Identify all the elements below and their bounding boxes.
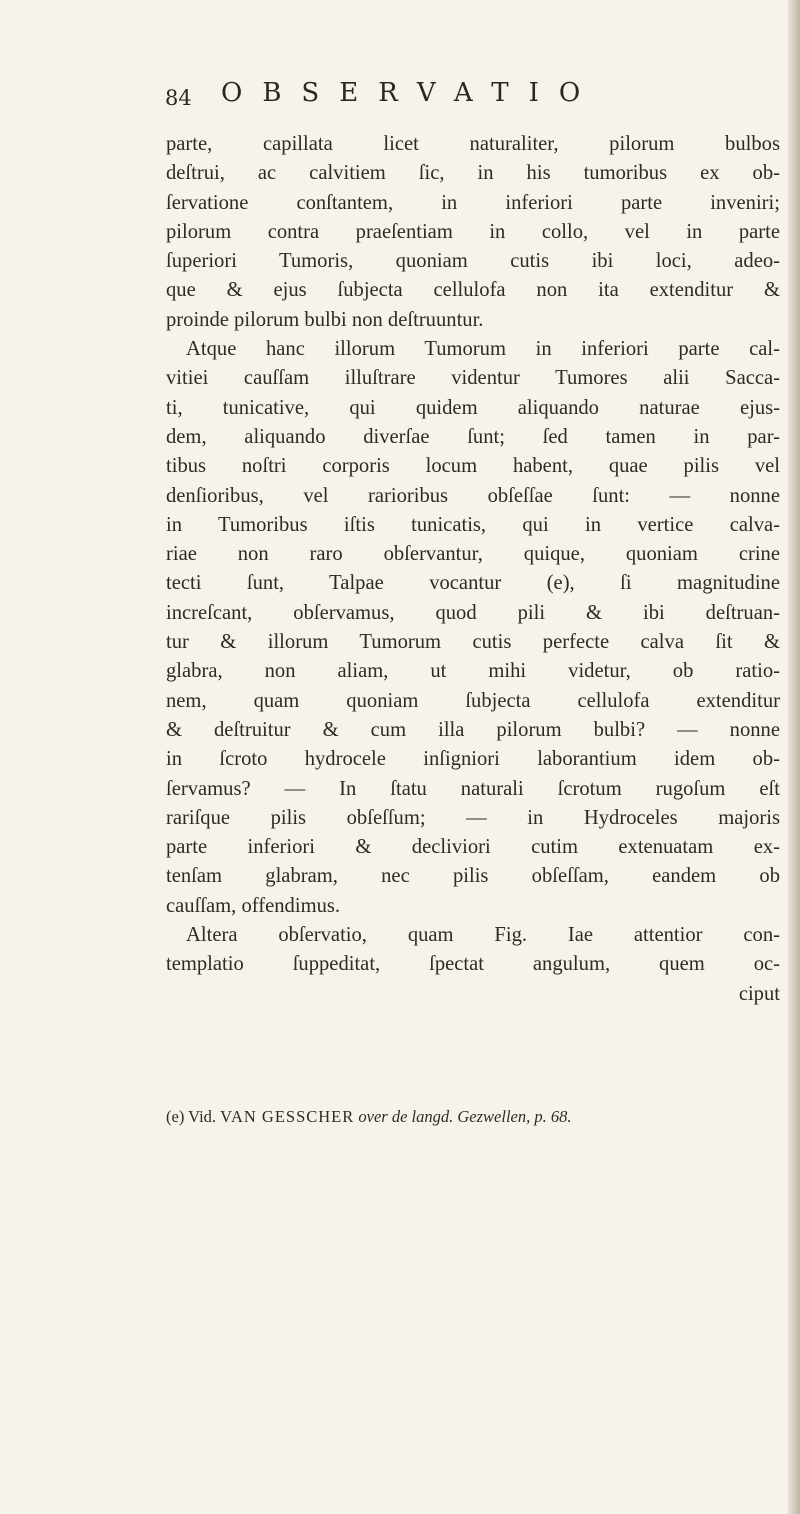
- footnote: [166, 1107, 746, 1127]
- page-edge: [788, 0, 800, 1514]
- page-header: [165, 78, 725, 118]
- text-line: & deſtruitur & cum illa pilorum bulbi? — nonne: [166, 718, 780, 741]
- running-head: OBSERVATIO: [221, 78, 601, 108]
- paragraph-start-line: Atque hanc illorum Tumorum in inferiori parte cal-: [186, 338, 780, 361]
- text-line: ſuperiori Tumoris, quoniam cutis ibi loci, adeo-: [166, 250, 780, 273]
- text-line: dem, aliquando diverſae ſunt; ſed tamen in par-: [166, 425, 780, 448]
- footnote-marker: (e): [166, 1107, 185, 1126]
- text-line: tecti ſunt, Talpae vocantur (e), ſi magnitudine: [166, 572, 780, 595]
- text-line: increſcant, obſervamus, quod pili & ibi deſtruan-: [166, 601, 780, 624]
- footnote-work: over de langd. Gezwellen, p. 68.: [358, 1107, 572, 1126]
- text-line: denſioribus, vel rarioribus obſeſſae ſunt: — nonne: [166, 484, 780, 507]
- footnote-author: VAN GESSCHER: [220, 1107, 355, 1126]
- body-text: [166, 130, 780, 1009]
- text-line: pilorum contra praeſentiam in collo, vel in parte: [166, 220, 780, 243]
- text-line: ſervamus? — In ſtatu naturali ſcrotum rugoſum eſt: [166, 777, 780, 800]
- text-line: parte, capillata licet naturaliter, pilorum bulbos: [166, 133, 780, 155]
- text-line: in Tumoribus iſtis tunicatis, qui in vertice calva-: [166, 513, 780, 536]
- paragraph-start-line: Altera obſervatio, quam Fig. Iae attentior con-: [186, 924, 780, 947]
- text-line: ti, tunicative, qui quidem aliquando naturae ejus-: [166, 396, 780, 419]
- text-line: vitiei cauſſam illuſtrare videntur Tumores alii Sacca-: [166, 367, 780, 390]
- text-line: in ſcroto hydrocele inſigniori laborantium idem ob-: [166, 748, 780, 771]
- text-line: rariſque pilis obſeſſum; — in Hydroceles majoris: [166, 806, 780, 829]
- page-number: 84: [165, 86, 192, 110]
- text-line: cauſſam, offendimus.: [166, 894, 341, 917]
- text-line: nem, quam quoniam ſubjecta cellulofa extenditur: [166, 689, 780, 712]
- text-line: deſtrui, ac calvitiem ſic, in his tumoribus ex ob-: [166, 162, 780, 185]
- text-line: riae non raro obſervantur, quique, quoniam crine: [166, 543, 780, 566]
- text-line: tenſam glabram, nec pilis obſeſſam, eandem ob: [166, 865, 780, 888]
- text-line: tur & illorum Tumorum cutis perfecte calva ſit &: [166, 631, 780, 654]
- text-line: proinde pilorum bulbi non deſtruuntur.: [166, 308, 484, 331]
- text-line: que & ejus ſubjecta cellulofa non ita extenditur &: [166, 279, 780, 302]
- catchword: ciput: [738, 982, 780, 1005]
- footnote-vid: Vid.: [188, 1107, 217, 1126]
- text-line: ſervatione conſtantem, in inferiori parte inveniri;: [166, 191, 780, 214]
- text-line: templatio ſuppeditat, ſpectat angulum, quem oc-: [166, 953, 780, 976]
- text-line: parte inferiori & decliviori cutim extenuatam ex-: [166, 836, 780, 859]
- text-line: glabra, non aliam, ut mihi videtur, ob ratio-: [166, 660, 780, 683]
- text-line: tibus noſtri corporis locum habent, quae pilis vel: [166, 455, 780, 478]
